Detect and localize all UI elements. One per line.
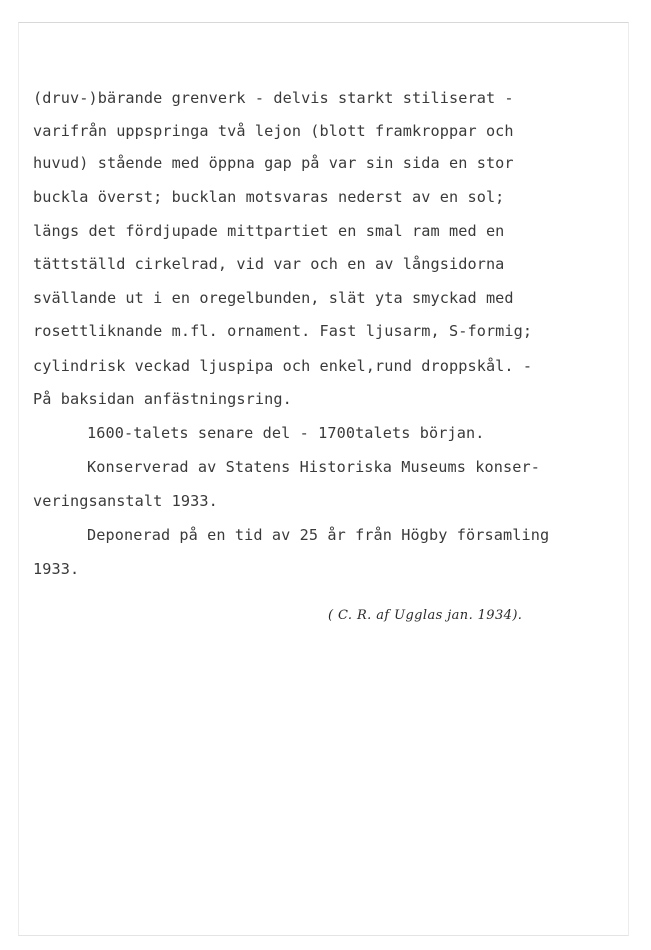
text-line-4: buckla överst; bucklan motsvaras nederst av en sol;	[33, 188, 505, 206]
text-line-6: tättställd cirkelrad, vid var och en av långsidorna	[33, 255, 505, 273]
text-line-11: 1600-talets senare del - 1700talets början.	[87, 424, 485, 442]
text-line-13: veringsanstalt 1933.	[33, 492, 218, 510]
text-line-5: längs det fördjupade mittpartiet en smal ram med en	[33, 222, 505, 240]
text-line-9: cylindrisk veckad ljuspipa och enkel,rund droppskål. -	[33, 357, 533, 375]
text-line-1: (druv-)bärande grenverk - delvis starkt stiliserat -	[33, 89, 514, 107]
text-line-8: rosettliknande m.fl. ornament. Fast ljusarm, S-formig;	[33, 322, 533, 340]
text-line-12: Konserverad av Statens Historiska Museums konser-	[87, 458, 540, 476]
text-line-3: huvud) stående med öppna gap på var sin sida en stor	[33, 154, 514, 172]
text-line-7: svällande ut i en oregelbunden, slät yta smyckad med	[33, 289, 514, 307]
text-line-14: Deponerad på en tid av 25 år från Högby församling	[87, 526, 550, 544]
text-line-15: 1933.	[33, 560, 80, 578]
handwritten-signature: ( C. R. af Ugglas jan. 1934).	[328, 608, 523, 623]
text-line-2: varifrån uppspringa två lejon (blott framkroppar och	[33, 122, 514, 140]
text-line-10: På baksidan anfästningsring.	[33, 390, 292, 408]
